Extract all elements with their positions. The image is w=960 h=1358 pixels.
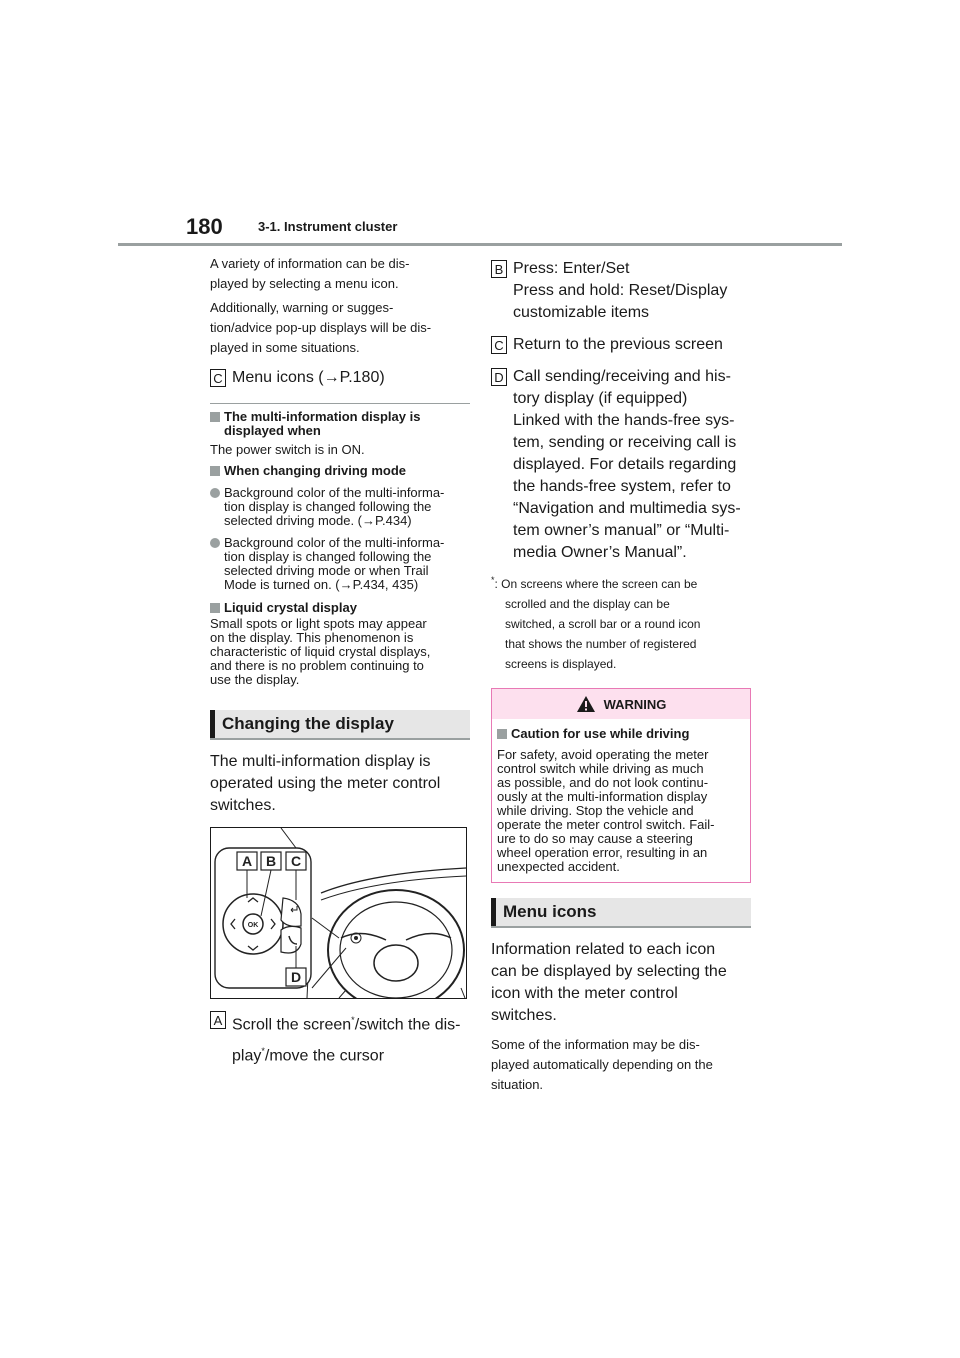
paragraph-line: can be displayed by selecting the	[491, 963, 727, 980]
menu-paragraph	[491, 939, 751, 1027]
band-title: Changing the display	[222, 714, 394, 733]
section-band-menu-icons	[491, 898, 751, 928]
bullet-item	[210, 486, 470, 528]
item-c-return	[491, 334, 751, 356]
asterisk: *	[261, 1046, 265, 1057]
footnote-line: : On screens where the screen can be	[494, 577, 698, 591]
marker-d: D	[491, 368, 507, 386]
warning-line: control switch while driving as much	[497, 761, 704, 776]
bullet-line: tion display is changed following the	[224, 499, 432, 514]
bullet-line: Background color of the multi-informa-	[224, 485, 445, 500]
warning-triangle-icon	[576, 695, 596, 713]
section-band-changing-display	[210, 710, 470, 740]
item-a-line: /switch the dis-	[354, 1016, 461, 1034]
warning-line: ously at the multi-information display	[497, 789, 708, 804]
marker-a: A	[210, 1011, 226, 1029]
paragraph-line: switches.	[491, 1007, 557, 1024]
steering-wheel-figure	[210, 827, 467, 999]
section-title: 3-1. Instrument cluster	[258, 219, 398, 234]
footnote-line: scrolled and the display can be	[505, 597, 670, 611]
item-a-scroll	[210, 1009, 470, 1068]
note-line: use the display.	[210, 672, 300, 687]
footnote-asterisk: *	[491, 575, 495, 585]
note-line: situation.	[491, 1077, 544, 1092]
paragraph-line: Information related to each icon	[491, 941, 716, 958]
item-b-line: Press: Enter/Set	[513, 260, 630, 277]
paragraph-line: operated using the meter control	[210, 775, 441, 792]
warning-line: unexpected accident.	[497, 859, 620, 874]
item-a-line: Scroll the screen	[232, 1016, 352, 1034]
warning-line: as possible, and do not look continu-	[497, 775, 709, 790]
item-a-line: play	[232, 1047, 262, 1065]
note-display-when	[210, 410, 470, 438]
band-accent	[491, 898, 496, 926]
note-line: and there is no problem continuing to	[210, 658, 424, 673]
warning-line: For safety, avoid operating the meter	[497, 747, 709, 762]
intro-line: played by selecting a menu icon.	[210, 276, 399, 291]
paragraph-line: switches.	[210, 797, 276, 814]
paragraph-line: The multi-information display is	[210, 753, 431, 770]
ok-button-label: OK	[247, 922, 259, 929]
note-line: on the display. This phenomenon is	[210, 630, 414, 645]
bullet-line: Mode is turned on. (→P.434, 435)	[224, 577, 419, 592]
item-d-line: tem, sending or receiving call is	[513, 434, 737, 451]
figure-label-a: A	[241, 853, 253, 869]
warning-box	[491, 688, 751, 883]
warning-header	[492, 689, 750, 719]
item-a-text	[229, 1009, 461, 1068]
intro-paragraph	[210, 254, 470, 358]
note-title: When changing driving mode	[224, 463, 406, 478]
right-column	[491, 258, 751, 1095]
bullet-line: tion display is changed following the	[224, 549, 432, 564]
note-title-line: The multi-information display is	[224, 409, 421, 424]
left-column	[210, 254, 470, 1068]
figure-label-d: D	[290, 969, 302, 985]
item-d-call	[491, 366, 751, 564]
header-rule	[118, 243, 842, 246]
warning-title: WARNING	[603, 696, 667, 712]
note-title-line: displayed when	[224, 423, 321, 438]
figure-label-b: B	[265, 853, 277, 869]
warning-line: while driving. Stop the vehicle and	[497, 803, 694, 818]
bullet-line: Background color of the multi-informa-	[224, 535, 445, 550]
menu-note	[491, 1035, 751, 1095]
note-line: played automatically depending on the	[491, 1057, 713, 1072]
item-b-enter	[491, 258, 751, 324]
intro-line: played in some situations.	[210, 340, 360, 355]
item-d-line: Call sending/receiving and his-	[513, 368, 731, 385]
footnote-line: switched, a scroll bar or a round icon	[505, 617, 701, 631]
warning-line: operate the meter control switch. Fail-	[497, 817, 715, 832]
band-accent	[210, 710, 215, 738]
warning-text	[497, 748, 745, 874]
marker-c: C	[210, 369, 226, 387]
item-c-text: Menu icons (→P.180)	[232, 369, 385, 386]
item-d-line: media Owner’s Manual”.	[513, 544, 687, 561]
item-d-line: tem owner’s manual” or “Multi-	[513, 522, 730, 539]
warning-line: wheel operation error, resulting in an	[497, 845, 708, 860]
square-bullet-icon	[497, 729, 507, 739]
figure-label-c: C	[290, 853, 302, 869]
marker-b: B	[491, 260, 507, 278]
intro-line: Additionally, warning or sugges-	[210, 300, 394, 315]
note-body	[210, 617, 470, 687]
note-line: Some of the information may be dis-	[491, 1037, 700, 1052]
note-body: The power switch is in ON.	[210, 442, 365, 457]
item-c-line: Return to the previous screen	[513, 336, 723, 353]
asterisk: *	[351, 1015, 355, 1025]
warning-subtitle	[497, 727, 745, 741]
item-b-line: customizable items	[513, 304, 650, 321]
note-title: Liquid crystal display	[224, 600, 357, 615]
paragraph-line: icon with the meter control	[491, 985, 678, 1002]
square-bullet-icon	[210, 466, 220, 476]
note-line: Small spots or light spots may appear	[210, 616, 427, 631]
bullet-item	[210, 536, 470, 592]
item-d-line: “Navigation and multimedia sys-	[513, 500, 741, 517]
item-d-line: the hands-free system, refer to	[513, 478, 731, 495]
warning-body	[492, 719, 750, 882]
band-title: Menu icons	[503, 902, 597, 921]
square-bullet-icon	[210, 412, 220, 422]
steering-wheel-illustration	[211, 828, 466, 998]
item-d-line: tory display (if equipped)	[513, 390, 688, 407]
note-line: characteristic of liquid crystal displays,	[210, 644, 431, 659]
square-bullet-icon	[210, 603, 220, 613]
divider	[210, 403, 470, 404]
item-a-line: /move the cursor	[264, 1047, 385, 1065]
footnote-line: that shows the number of registered	[505, 637, 697, 651]
item-b-line: Press and hold: Reset/Display	[513, 282, 728, 299]
footnote-line: screens is displayed.	[505, 657, 617, 671]
marker-c: C	[491, 336, 507, 354]
page-number: 180	[186, 214, 223, 239]
note-driving-mode	[210, 464, 470, 478]
bullet-line: selected driving mode. (→P.434)	[224, 513, 412, 528]
intro-line: tion/advice pop-up displays will be dis-	[210, 320, 432, 335]
item-d-line: Linked with the hands-free sys-	[513, 412, 735, 429]
footnote	[491, 570, 751, 674]
round-bullet-icon	[210, 488, 220, 498]
item-c-menu-icons	[210, 367, 470, 389]
note-lcd	[210, 601, 470, 615]
changing-paragraph	[210, 751, 470, 817]
bullet-line: selected driving mode or when Trail	[224, 563, 429, 578]
round-bullet-icon	[210, 538, 220, 548]
item-d-line: displayed. For details regarding	[513, 456, 737, 473]
warning-subtitle-text: Caution for use while driving	[511, 726, 690, 741]
warning-line: ure to do so may cause a steering	[497, 831, 693, 846]
intro-line: A variety of information can be dis-	[210, 256, 410, 271]
